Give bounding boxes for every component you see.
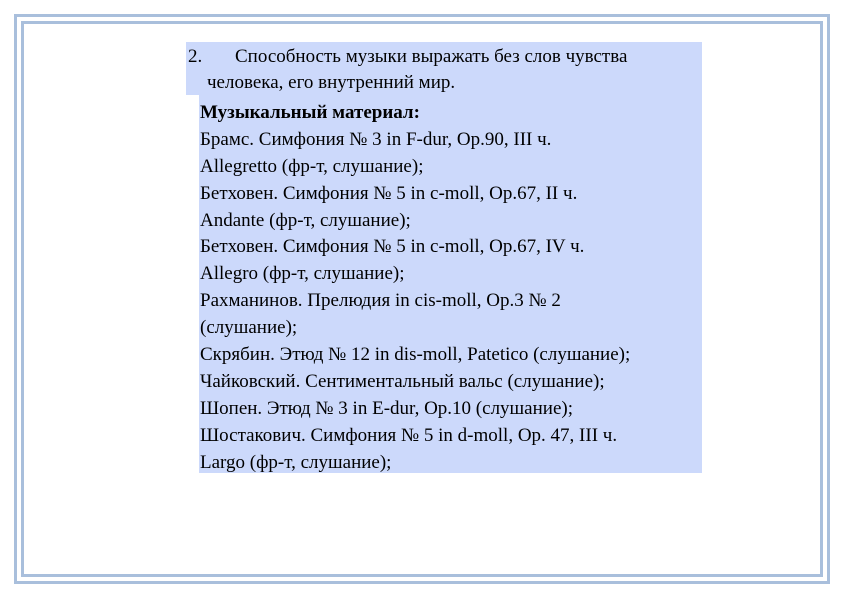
- material-line: Чайковский. Сентиментальный вальс (слушание);: [200, 370, 605, 392]
- material-block: [199, 95, 702, 473]
- heading-line-2: человека, его внутренний мир.: [207, 72, 456, 93]
- material-line: Скрябин. Этюд № 12 in dis-moll, Patetico (слушание);: [200, 344, 631, 366]
- material-line: Бетховен. Симфония № 5 in c-moll, Op.67, II ч.: [200, 182, 578, 204]
- heading-number: 2.: [188, 46, 203, 67]
- material-title: Музыкальный материал:: [200, 102, 420, 123]
- material-line: Рахманинов. Прелюдия in cis-moll, Op.3 № 2: [200, 290, 561, 312]
- heading-block: [186, 42, 702, 95]
- material-line: Allegretto (фр-т, слушание);: [200, 155, 424, 177]
- heading-text-1: Способность музыки выражать без слов чувства: [235, 46, 628, 67]
- heading-line-1: [188, 44, 627, 69]
- material-line: Шостакович. Симфония № 5 in d-moll, Op. 47, III ч.: [200, 424, 618, 446]
- material-line: Largo (фр-т, слушание);: [200, 451, 392, 473]
- material-line: Шопен. Этюд № 3 in E-dur, Op.10 (слушание);: [200, 397, 573, 419]
- material-line: Andante (фр-т, слушание);: [200, 209, 411, 231]
- material-line: Брамс. Симфония № 3 in F-dur, Op.90, III ч.: [200, 128, 552, 150]
- material-line: Бетховен. Симфония № 5 in c-moll, Op.67, IV ч.: [200, 236, 585, 258]
- material-line: (слушание);: [200, 317, 298, 339]
- material-line: Allegro (фр-т, слушание);: [200, 263, 405, 285]
